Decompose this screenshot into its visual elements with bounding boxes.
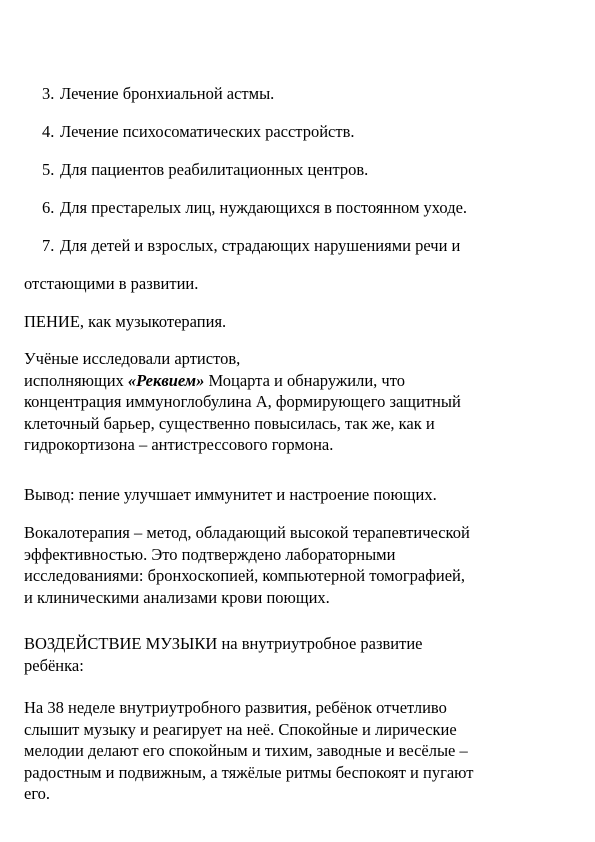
list-item-text: Лечение психосоматических расстройств. xyxy=(60,122,355,141)
list-item-number: 6. xyxy=(42,198,55,217)
list-item-3 xyxy=(42,84,274,104)
prenatal-heading-line: ВОЗДЕЙСТВИЕ МУЗЫКИ на внутриутробное развитие xyxy=(24,634,423,653)
list-item-number: 3. xyxy=(42,84,55,103)
research-line: клеточный барьер, существенно повысилась, так же, как и xyxy=(24,413,435,433)
requiem-title: «Реквием» xyxy=(127,370,205,390)
research-text: Моцарта и обнаружили, что xyxy=(204,370,405,390)
list-item-4 xyxy=(42,122,355,142)
list-item-text: Для детей и взрослых, страдающих нарушениями речи и xyxy=(60,236,461,255)
research-line: концентрация иммуноглобулина А, формирующего защитный xyxy=(24,392,461,411)
vocal-therapy-line: эффективностью. Это подтверждено лабораторными xyxy=(24,544,396,564)
research-text: исполняющих xyxy=(24,370,128,390)
list-item-continuation: отстающими в развитии. xyxy=(24,274,199,293)
vocal-therapy-paragraph xyxy=(24,522,569,608)
prenatal-line: радостным и подвижным, а тяжёлые ритмы беспокоят и пугают xyxy=(24,762,474,782)
prenatal-line: его. xyxy=(24,784,51,803)
singing-heading: ПЕНИЕ, как музыкотерапия. xyxy=(24,312,227,331)
list-item-6 xyxy=(42,198,467,218)
list-item-text: Лечение бронхиальной астмы. xyxy=(60,84,275,103)
list-item-5 xyxy=(42,160,368,180)
prenatal-line: На 38 неделе внутриутробного развития, ребёнок отчетливо xyxy=(24,698,447,717)
prenatal-heading xyxy=(24,633,569,676)
prenatal-line: слышит музыку и реагирует на неё. Спокойные и лирические xyxy=(24,719,457,739)
conclusion-text: Вывод: пение улучшает иммунитет и настроение поющих. xyxy=(24,485,437,504)
research-line xyxy=(24,370,569,392)
vocal-therapy-line: Вокалотерапия – метод, обладающий высокой терапевтической xyxy=(24,523,470,542)
vocal-therapy-line: исследованиями: бронхоскопией, компьютерной томографией, xyxy=(24,566,466,585)
vocal-therapy-line: и клиническими анализами крови поющих. xyxy=(24,587,330,607)
prenatal-paragraph xyxy=(24,697,569,805)
list-item-number: 4. xyxy=(42,122,55,141)
list-item-text: Для престарелых лиц, нуждающихся в постоянном уходе. xyxy=(60,198,468,217)
prenatal-heading-line: ребёнка: xyxy=(24,655,84,675)
research-line: Учёные исследовали артистов, xyxy=(24,349,241,368)
list-item-number: 7. xyxy=(42,236,55,255)
prenatal-line: мелодии делают его спокойным и тихим, заводные и весёлые – xyxy=(24,741,468,760)
research-line: гидрокортизона – антистрессового гормона. xyxy=(24,435,334,454)
list-item-7 xyxy=(42,236,460,256)
list-item-text: Для пациентов реабилитационных центров. xyxy=(60,160,369,179)
list-item-number: 5. xyxy=(42,160,55,179)
research-paragraph xyxy=(24,348,569,456)
